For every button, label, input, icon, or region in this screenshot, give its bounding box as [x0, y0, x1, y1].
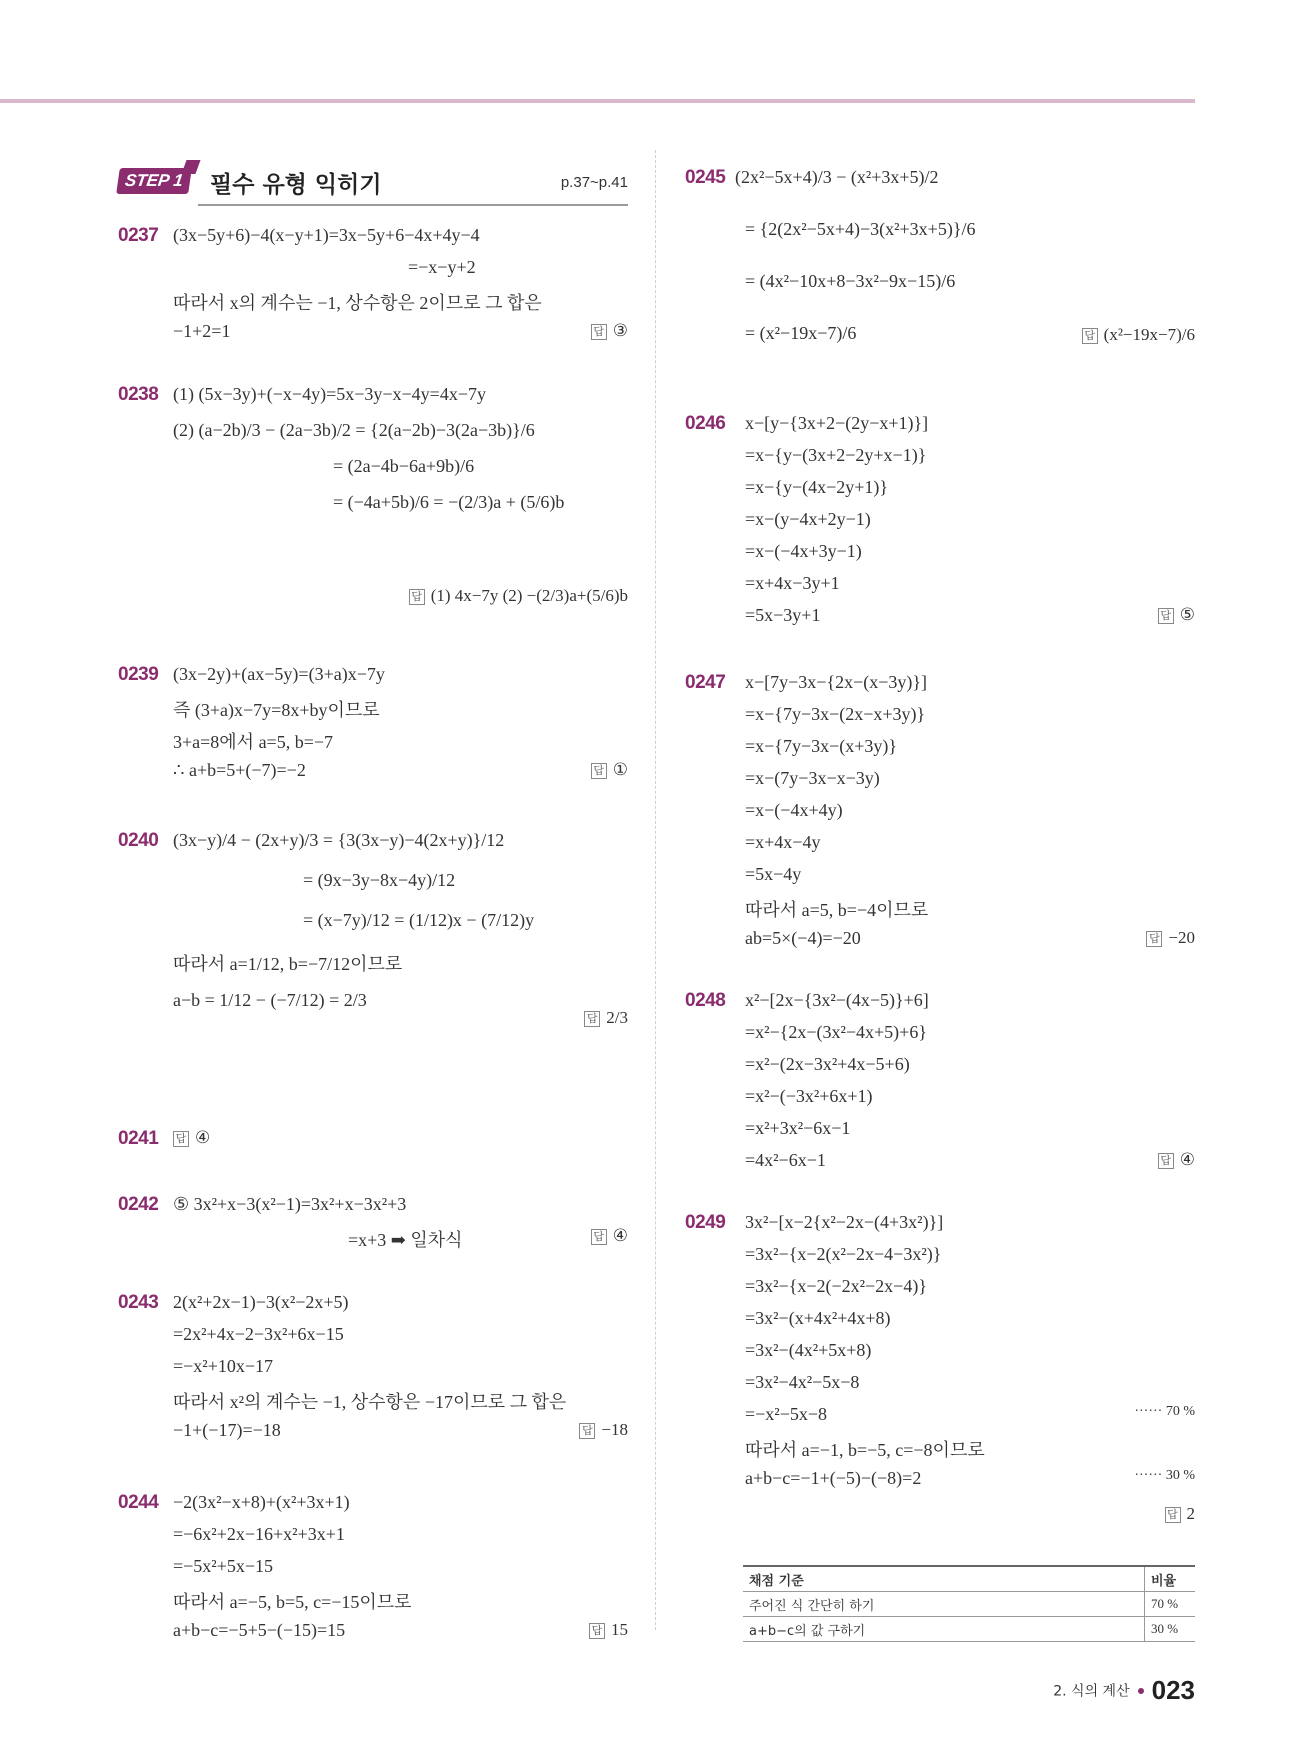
- page-footer: [1053, 1675, 1195, 1706]
- answer-value: 2/3: [606, 1008, 628, 1027]
- section-title: 필수 유형 익히기: [210, 172, 382, 198]
- scoring-row: [743, 1617, 1195, 1642]
- solution-line: =3x²−{x−2(x²−2x−4−3x²)}: [745, 1244, 942, 1264]
- solution-line: = (x²−19x−7)/6: [745, 323, 857, 343]
- answer-marker-icon: 답: [584, 1011, 600, 1027]
- top-rule: [0, 99, 1195, 103]
- solution-line: =x²+3x²−6x−1: [745, 1118, 851, 1138]
- solution-line: ab=5×(−4)=−20: [745, 928, 861, 948]
- problem-number: 0249: [685, 1212, 726, 1233]
- problem-number: 0241: [118, 1128, 159, 1149]
- scoring-ratio: 30 %: [1145, 1617, 1196, 1642]
- answer-value: ④: [612, 1226, 628, 1245]
- answer: [1082, 325, 1195, 345]
- header-underline: [198, 204, 628, 206]
- answer-marker-icon: 답: [1158, 1153, 1174, 1169]
- scoring-criteria: 주어진 식 간단히 하기: [743, 1592, 1145, 1617]
- answer: [584, 1008, 628, 1028]
- problem-number: 0237: [118, 225, 159, 246]
- solution-line: =x²−(−3x²+6x+1): [745, 1086, 873, 1106]
- solution-line: =4x²−6x−1: [745, 1150, 826, 1170]
- solution-line: a+b−c=−5+5−(−15)=15: [173, 1620, 346, 1640]
- solution-line: −1+2=1: [173, 321, 231, 341]
- answer: [1158, 605, 1195, 625]
- answer: [173, 1128, 210, 1148]
- solution-line: (2x²−5x+4)/3 − (x²+3x+5)/2: [735, 167, 939, 187]
- solution-line: = (4x²−10x+8−3x²−9x−15)/6: [745, 271, 956, 291]
- solution-line: =x+4x−4y: [745, 832, 821, 852]
- page-reference: p.37~p.41: [560, 174, 628, 191]
- solution-line: 따라서 a=1/12, b=−7/12이므로: [173, 954, 403, 974]
- answer-marker-icon: 답: [173, 1131, 189, 1147]
- answer: [1146, 928, 1195, 948]
- solution-line: (2) (a−2b)/3 − (2a−3b)/2 = {2(a−2b)−3(2a−3b)}/6: [173, 420, 535, 440]
- score-mark: ······ 30 %: [1134, 1468, 1195, 1483]
- solution-line: =x+4x−3y+1: [745, 573, 840, 593]
- solution-line: (3x−y)/4 − (2x+y)/3 = {3(3x−y)−4(2x+y)}/12: [173, 830, 505, 850]
- solution-line: =x−{7y−3x−(x+3y)}: [745, 736, 898, 756]
- solution-line: =x−{7y−3x−(2x−x+3y)}: [745, 704, 926, 724]
- solution-line: 3+a=8에서 a=5, b=−7: [173, 732, 334, 752]
- solution-line: =x+3 ➡ 일차식: [348, 1230, 463, 1250]
- solution-line: (1) (5x−3y)+(−x−4y)=5x−3y−x−4y=4x−7y: [173, 384, 486, 404]
- solution-line: −1+(−17)=−18: [173, 1420, 281, 1440]
- solution-line: 3x²−[x−2{x²−2x−(4+3x²)}]: [745, 1212, 944, 1232]
- solution-line: 따라서 x의 계수는 −1, 상수항은 2이므로 그 합은: [173, 293, 542, 313]
- solution-line: = (−4a+5b)/6 = −(2/3)a + (5/6)b: [333, 492, 565, 512]
- scoring-header-criteria: 채점 기준: [743, 1566, 1145, 1592]
- answer-marker-icon: 답: [591, 763, 607, 779]
- answer: [591, 1226, 628, 1246]
- problem-number: 0239: [118, 664, 159, 685]
- answer-marker-icon: 답: [579, 1423, 595, 1439]
- answer-marker-icon: 답: [1158, 608, 1174, 624]
- solution-line: a−b = 1/12 − (−7/12) = 2/3: [173, 990, 367, 1010]
- solution-line: =−x²−5x−8: [745, 1404, 828, 1424]
- problem-number: 0247: [685, 672, 726, 693]
- solution-line: =5x−4y: [745, 864, 802, 884]
- footer-section-title: 2. 식의 계산: [1053, 1683, 1130, 1700]
- solution-line: =x−(−4x+4y): [745, 800, 843, 820]
- solution-line: = (2a−4b−6a+9b)/6: [333, 456, 475, 476]
- solution-line: =3x²−4x²−5x−8: [745, 1372, 860, 1392]
- answer-marker-icon: 답: [1146, 931, 1162, 947]
- solution-line: =3x²−{x−2(−2x²−2x−4)}: [745, 1276, 927, 1296]
- problem-number: 0240: [118, 830, 159, 851]
- solution-line: =x−{y−(4x−2y+1)}: [745, 477, 889, 497]
- solution-line: = (9x−3y−8x−4y)/12: [303, 870, 456, 890]
- solution-line: =x²−{2x−(3x²−4x+5)+6}: [745, 1022, 927, 1042]
- answer-value: 15: [611, 1620, 628, 1639]
- solution-line: =x²−(2x−3x²+4x−5+6): [745, 1054, 910, 1074]
- solution-line: 2(x²+2x−1)−3(x²−2x+5): [173, 1292, 349, 1312]
- scoring-header-ratio: 비율: [1145, 1566, 1196, 1592]
- solution-line: =x−(7y−3x−x−3y): [745, 768, 880, 788]
- answer-value: 2: [1186, 1504, 1195, 1523]
- answer-value: −20: [1168, 928, 1195, 947]
- solution-line: (3x−5y+6)−4(x−y+1)=3x−5y+6−4x+4y−4: [173, 225, 480, 245]
- column-divider: [655, 150, 657, 1630]
- score-mark: ······ 70 %: [1134, 1404, 1195, 1419]
- solution-line: = {2(2x²−5x+4)−3(x²+3x+5)}/6: [745, 219, 976, 239]
- problem-number: 0244: [118, 1492, 159, 1513]
- solution-line: x−[7y−3x−{2x−(x−3y)}]: [745, 672, 928, 692]
- answer-marker-icon: 답: [1165, 1507, 1181, 1523]
- solution-line: =5x−3y+1: [745, 605, 821, 625]
- answer-marker-icon: 답: [591, 324, 607, 340]
- answer-value: ③: [612, 321, 628, 340]
- answer-marker-icon: 답: [589, 1623, 605, 1639]
- page-number: 023: [1151, 1675, 1195, 1705]
- solution-line: 따라서 a=−1, b=−5, c=−8이므로: [745, 1440, 985, 1460]
- problem-number: 0248: [685, 990, 726, 1011]
- solution-line: =3x²−(4x²+5x+8): [745, 1340, 872, 1360]
- problem-number: 0243: [118, 1292, 159, 1313]
- solution-line: =−5x²+5x−15: [173, 1556, 274, 1576]
- solution-line: =x−{y−(3x+2−2y+x−1)}: [745, 445, 927, 465]
- answer-value: ④: [1179, 1150, 1195, 1169]
- scoring-ratio: 70 %: [1145, 1592, 1196, 1617]
- answer: [589, 1620, 628, 1640]
- solution-line: =−x−y+2: [408, 257, 476, 277]
- step-header: [118, 160, 628, 208]
- scoring-table: [743, 1565, 1195, 1642]
- answer: [591, 321, 628, 341]
- step-badge: STEP 1: [116, 168, 192, 194]
- footer-bullet-icon: [1138, 1688, 1144, 1694]
- solution-line: =−6x²+2x−16+x²+3x+1: [173, 1524, 345, 1544]
- answer: [579, 1420, 628, 1440]
- solution-line: 따라서 a=5, b=−4이므로: [745, 900, 929, 920]
- answer-marker-icon: 답: [591, 1229, 607, 1245]
- scoring-header-row: [743, 1566, 1195, 1592]
- solution-line: =x−(y−4x+2y−1): [745, 509, 871, 529]
- solution-line: =−x²+10x−17: [173, 1356, 274, 1376]
- solution-line: =x−(−4x+3y−1): [745, 541, 862, 561]
- solution-line: ⑤ 3x²+x−3(x²−1)=3x²+x−3x²+3: [173, 1194, 407, 1214]
- answer-marker-icon: 답: [1082, 328, 1098, 344]
- solution-line: (3x−2y)+(ax−5y)=(3+a)x−7y: [173, 664, 385, 684]
- answer-value: ⑤: [1179, 605, 1195, 624]
- answer-value: ④: [195, 1128, 211, 1147]
- answer-marker-icon: 답: [409, 589, 425, 605]
- problem-number: 0242: [118, 1194, 159, 1215]
- answer: [409, 586, 628, 606]
- problem-number: 0246: [685, 413, 726, 434]
- solution-line: =2x²+4x−2−3x²+6x−15: [173, 1324, 344, 1344]
- problem-number: 0238: [118, 384, 159, 405]
- solution-line: 따라서 a=−5, b=5, c=−15이므로: [173, 1592, 412, 1612]
- answer: [1165, 1504, 1196, 1524]
- scoring-criteria: a+b−c의 값 구하기: [743, 1617, 1145, 1642]
- answer: [591, 760, 628, 780]
- answer: [1158, 1150, 1195, 1170]
- answer-value: (x²−19x−7)/6: [1103, 325, 1195, 344]
- solution-line: x²−[2x−{3x²−(4x−5)}+6]: [745, 990, 929, 1010]
- solution-line: a+b−c=−1+(−5)−(−8)=2: [745, 1468, 922, 1488]
- solution-line: ∴ a+b=5+(−7)=−2: [173, 760, 306, 780]
- answer-value: (1) 4x−7y (2) −(2/3)a+(5/6)b: [430, 586, 628, 605]
- answer-value: −18: [601, 1420, 628, 1439]
- solution-line: 따라서 x²의 계수는 −1, 상수항은 −17이므로 그 합은: [173, 1392, 567, 1412]
- problem-number: 0245: [685, 167, 726, 188]
- solution-line: x−[y−{3x+2−(2y−x+1)}]: [745, 413, 929, 433]
- solution-line: 즉 (3+a)x−7y=8x+by이므로: [173, 700, 380, 720]
- scoring-row: [743, 1592, 1195, 1617]
- solution-line: = (x−7y)/12 = (1/12)x − (7/12)y: [303, 910, 535, 930]
- solution-line: −2(3x²−x+8)+(x²+3x+1): [173, 1492, 350, 1512]
- solution-line: =3x²−(x+4x²+4x+8): [745, 1308, 891, 1328]
- answer-value: ①: [612, 760, 628, 779]
